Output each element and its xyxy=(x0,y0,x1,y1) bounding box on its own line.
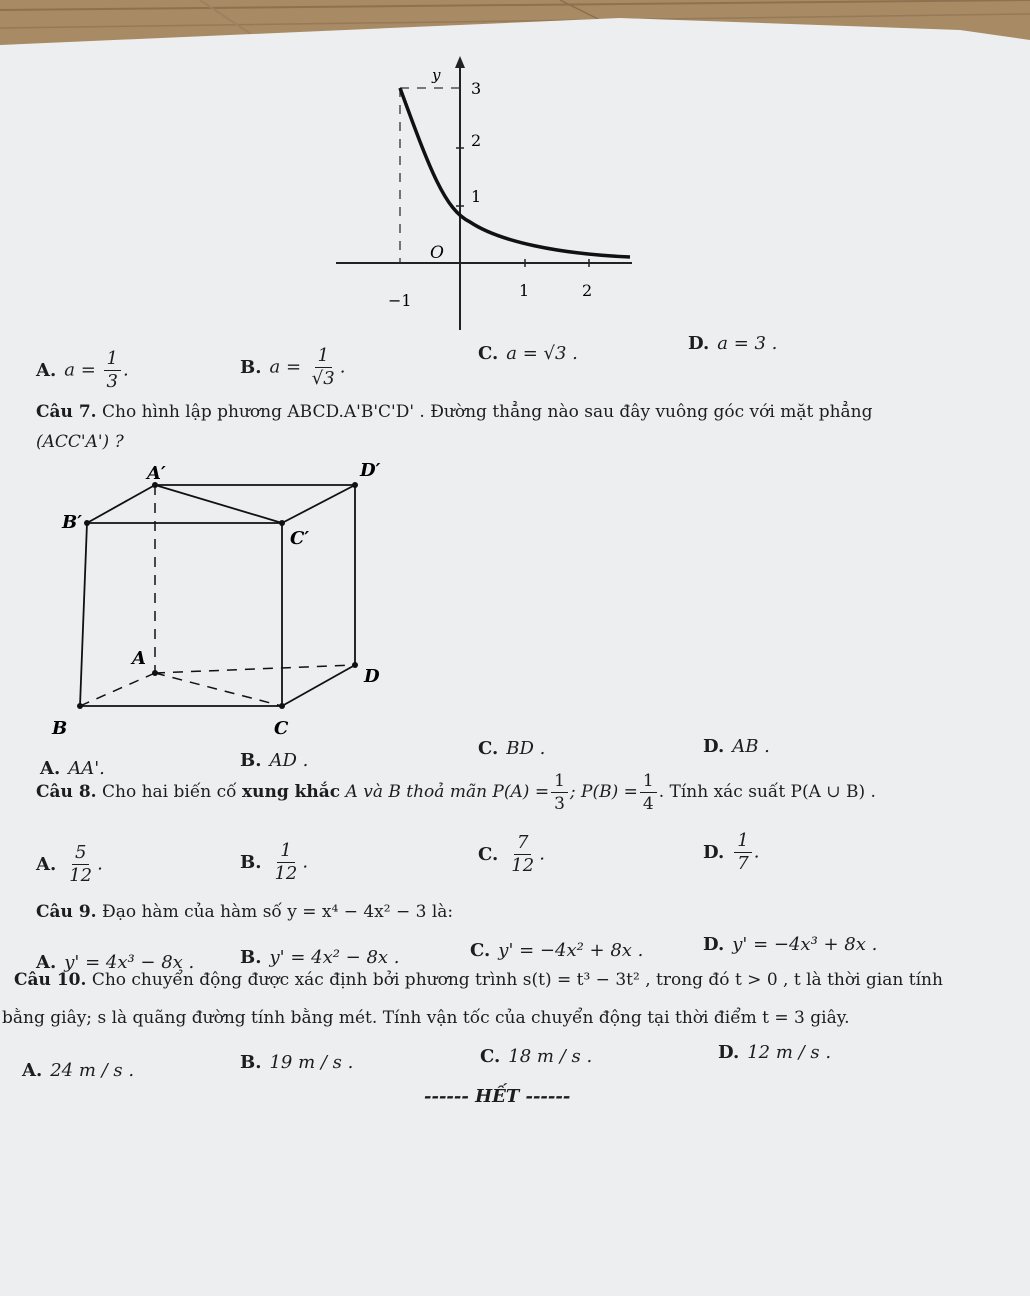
q6-option-d[interactable]: D. a = 3 . xyxy=(688,333,778,354)
cube-label-c-prime: C′ xyxy=(290,528,310,549)
cube-label-a-prime: A′ xyxy=(147,463,166,484)
q8-option-b[interactable]: B. $\frac{1}{12}$ . xyxy=(240,840,309,884)
q8-option-d[interactable]: D. $\frac{1}{7}$ . xyxy=(703,830,760,874)
q7-text-line2: (ACC'A') ? xyxy=(36,432,124,452)
q6-option-c[interactable]: C. a = √3 . xyxy=(478,343,578,364)
cube-label-c: C xyxy=(274,718,289,739)
q8-pa-fraction: $\frac{1}{3}$ xyxy=(551,770,568,815)
q6-option-a-fraction: $\frac{1}{3}$ xyxy=(104,348,121,393)
q7-option-a[interactable]: A. AA'. xyxy=(40,758,105,779)
q6-option-b-fraction: $\frac{1}{√3}$ xyxy=(311,345,335,389)
q6-option-b[interactable]: B. a = $\frac{1}{√3}$ . xyxy=(240,345,346,389)
q8-pb-fraction: $\frac{1}{4}$ xyxy=(640,770,657,815)
q8-option-c-fraction: $\frac{7}{12}$ xyxy=(511,832,535,876)
q9-option-b[interactable]: B. y' = 4x² − 8x . xyxy=(240,947,400,968)
q10-option-a[interactable]: A. 24 m / s . xyxy=(22,1060,135,1081)
cube-diagram xyxy=(50,460,390,740)
q9-option-a[interactable]: A. y' = 4x³ − 8x . xyxy=(36,952,195,973)
q7-text: Câu 7. Cho hình lập phương ABCD.A'B'C'D' . Đường thẳng nào sau đây vuông góc với mặt phẳng xyxy=(36,402,873,422)
cube-label-b-prime: B′ xyxy=(62,512,82,533)
q9-text: Câu 9. Đạo hàm của hàm số y = x⁴ − 4x² − 3 là: xyxy=(36,902,454,922)
q7-option-d[interactable]: D. AB . xyxy=(703,736,770,757)
q8-option-c[interactable]: C. $\frac{7}{12}$ . xyxy=(478,832,545,876)
graph-y-axis-label: y xyxy=(432,66,441,84)
graph-x-tick-2: 2 xyxy=(582,281,593,300)
q10-option-d[interactable]: D. 12 m / s . xyxy=(718,1042,832,1063)
graph-y-tick-3: 3 xyxy=(471,79,482,98)
cube-label-b: B xyxy=(52,718,68,739)
q8-option-d-fraction: $\frac{1}{7}$ xyxy=(734,830,751,875)
graph-y-tick-1: 1 xyxy=(471,187,482,206)
q7-option-b[interactable]: B. AD . xyxy=(240,750,309,771)
q7-option-c[interactable]: C. BD . xyxy=(478,738,546,759)
end-marker: ------ HẾT ------ xyxy=(424,1086,571,1107)
q8-option-b-fraction: $\frac{1}{12}$ xyxy=(274,840,298,884)
q9-option-d[interactable]: D. y' = −4x³ + 8x . xyxy=(703,934,878,955)
graph-y-tick-2: 2 xyxy=(471,131,482,150)
graph-x-tick-minus1: −1 xyxy=(388,291,412,310)
graph-origin-label: O xyxy=(430,243,444,263)
q9-option-c[interactable]: C. y' = −4x² + 8x . xyxy=(470,940,644,961)
cube-label-d: D xyxy=(364,666,380,687)
q8-option-a-fraction: $\frac{5}{12}$ xyxy=(69,842,93,886)
exponential-graph xyxy=(330,50,640,330)
q10-text-line1: Câu 10. Cho chuyển động được xác định bởi phương trình s(t) = t³ − 3t² , trong đó t > 0 , t là thời gian tính xyxy=(14,970,943,990)
q10-option-b[interactable]: B. 19 m / s . xyxy=(240,1052,354,1073)
q8-option-a[interactable]: A. $\frac{5}{12}$ . xyxy=(36,842,103,886)
graph-x-tick-1: 1 xyxy=(519,281,530,300)
q6-option-a[interactable]: A. a = $\frac{1}{3}$ . xyxy=(36,348,129,392)
cube-label-a: A xyxy=(132,648,146,669)
q10-option-c[interactable]: C. 18 m / s . xyxy=(480,1046,593,1067)
cube-label-d-prime: D′ xyxy=(360,460,381,481)
q10-text-line2: bằng giây; s là quãng đường tính bằng mét. Tính vận tốc của chuyển động tại thời điểm t = 3 giây. xyxy=(2,1008,850,1028)
q8-text: Câu 8. Cho hai biến cố xung khắc A và B thoả mãn P(A) = $\frac{1}{3}$ ; P(B) = $\frac{1}{4}$ . Tính xác suất P(A ∪ B) . xyxy=(36,771,876,814)
